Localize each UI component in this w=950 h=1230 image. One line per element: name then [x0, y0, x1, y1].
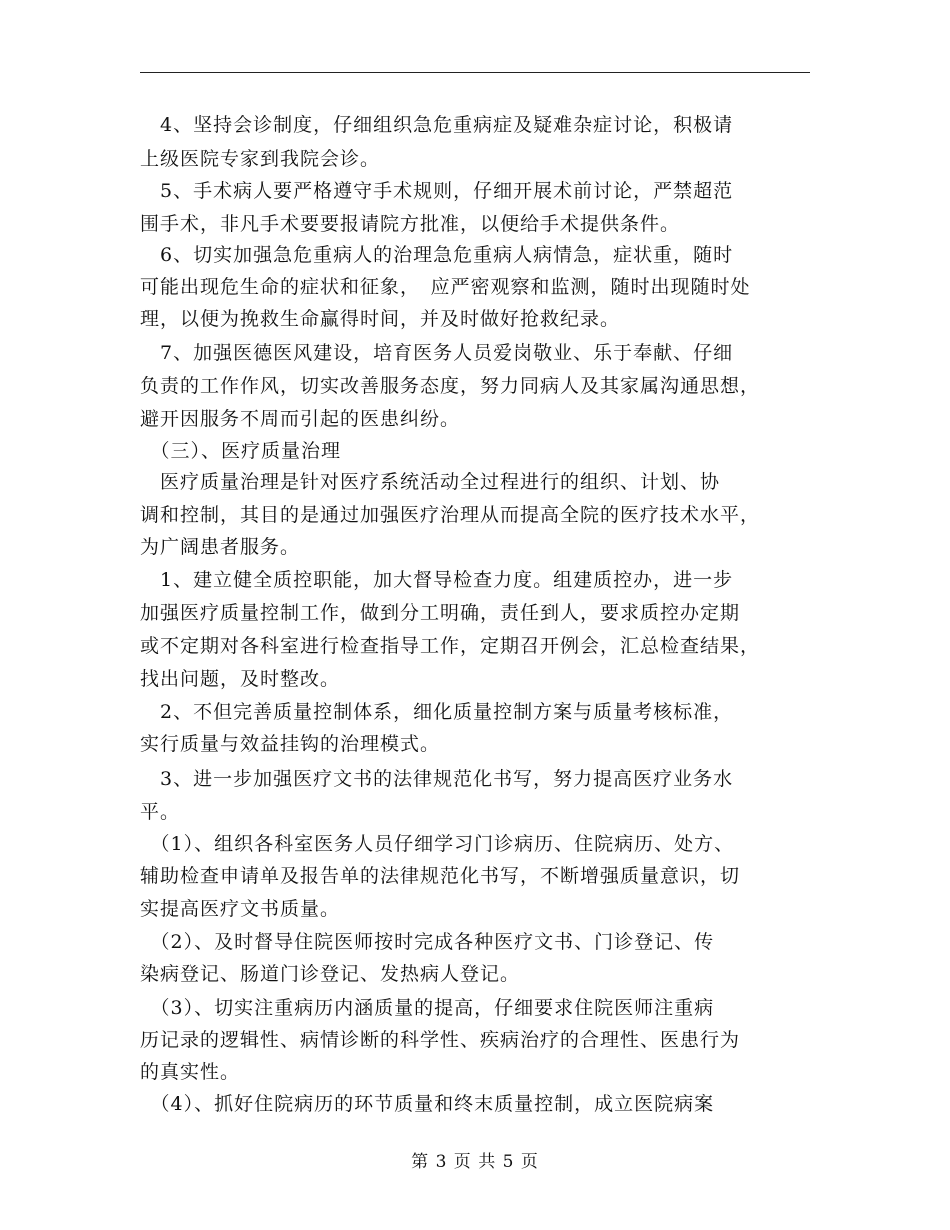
text-line: 3、进一步加强医疗文书的法律规范化书写，努力提高医疗业务水	[140, 768, 734, 790]
text-line: 7、加强医德医风建设，培育医务人员爱岗敬业、乐于奉献、仔细	[140, 342, 734, 364]
text-line: 4、坚持会诊制度，仔细组织急危重病症及疑难杂症讨论，积极请	[140, 114, 734, 136]
text-line: 1、建立健全质控职能，加大督导检查力度。组建质控办，进一步	[140, 569, 734, 591]
text-line: 辅助检查申请单及报告单的法律规范化书写，不断增强质量意识，切	[140, 865, 741, 887]
text-line: 5、手术病人要严格遵守手术规则，仔细开展术前讨论，严禁超范	[140, 180, 734, 202]
text-line: 上级医院专家到我院会诊。	[140, 148, 381, 170]
section-heading: （三）、医疗质量治理	[140, 440, 342, 462]
text-line: （2）、及时督导住院医师按时完成各种医疗文书、门诊登记、传	[140, 931, 715, 953]
text-line: 围手术，非凡手术要要报请院方批准，以便给手术提供条件。	[140, 213, 681, 235]
text-line: 2、不但完善质量控制体系，细化质量控制方案与质量考核标准，	[140, 701, 734, 723]
text-line: 为广阔患者服务。	[140, 536, 301, 558]
text-line: 平。	[140, 801, 181, 823]
text-line: 6、切实加强急危重病人的治理急危重病人病情急，症状重，随时	[140, 244, 734, 266]
text-line: 历记录的逻辑性、病情诊断的科学性、疾病治疗的合理性、医患行为	[140, 1029, 741, 1051]
text-line: 染病登记、肠道门诊登记、发热病人登记。	[140, 963, 521, 985]
text-line: 加强医疗质量控制工作，做到分工明确，责任到人，要求质控办定期	[140, 602, 741, 624]
text-line: 理，以便为挽救生命赢得时间，并及时做好抢救纪录。	[140, 308, 621, 330]
text-line: 找出问题，及时整改。	[140, 668, 341, 690]
text-line: 可能出现危生命的症状和征象， 应严密观察和监测，随时出现随时处	[140, 276, 751, 298]
text-line: 医疗质量治理是针对医疗系统活动全过程进行的组织、计划、协	[140, 471, 721, 493]
text-line: 避开因服务不周而引起的医患纠纷。	[140, 408, 461, 430]
text-line: 的真实性。	[140, 1061, 241, 1083]
text-line: 实提高医疗文书质量。	[140, 898, 341, 920]
text-line: 调和控制，其目的是通过加强医疗治理从而提高全院的医疗技术水平，	[140, 504, 761, 526]
text-line: 或不定期对各科室进行检查指导工作，定期召开例会，汇总检查结果，	[140, 635, 761, 657]
text-line: （1）、组织各科室医务人员仔细学习门诊病历、住院病历、处方、	[140, 833, 735, 855]
text-line: （3）、切实注重病历内涵质量的提高，仔细要求住院医师注重病	[140, 997, 715, 1019]
header-rule	[140, 72, 810, 73]
text-line: 负责的工作作风，切实改善服务态度，努力同病人及其家属沟通思想，	[140, 375, 761, 397]
text-line: （4）、抓好住院病历的环节质量和终末质量控制，成立医院病案	[140, 1093, 715, 1115]
page-number-footer: 第 3 页 共 5 页	[411, 1152, 539, 1172]
text-line: 实行质量与效益挂钩的治理模式。	[140, 733, 441, 755]
